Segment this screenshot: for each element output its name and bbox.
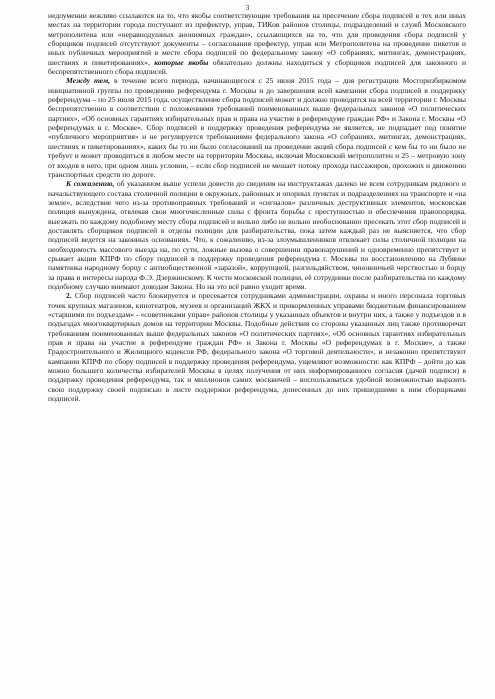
body-text: недоумении вежливо ссылаются на то, что якобы соответствующие требования на пресечение сбора подписей в тех или иных местах на территории города поступают из префектур, управ, ТИКов районов столицы, подразделений и служб Московского метрополитена или «неравнодушных анонимных граждан», ссылающихся на то, что для проведения сбора подписей у сборщиков подписей отсутствуют документы – согласования префектур, управ или Метрополитена на проведение пикетов и иных публичных мероприятий в месте сбора подписей по федеральному закону «О собраниях, митингах, демонстрациях, шествиях и пикетированиях»,: [48, 11, 466, 67]
document-body: [48, 11, 466, 403]
emphasis-text: Между тем,: [66, 76, 111, 86]
page-number: 3: [245, 4, 250, 12]
emphasis-text: К сожалению,: [66, 179, 115, 189]
paragraph-item-2: [48, 291, 466, 403]
body-text: об указанном выше успели довести до сведения на инструктажах далеко не всем сотрудникам рядового и начальствующего состава столичной полиции в окружных, районных и опорных пунктах и подразделениях на транспорте и «на земле», вследствие чего из-за противоправных требований и «сигналов» различных деструктивных элементов, московская полиция вынуждена, отвлекая свои многочисленные силы с фронта борьбы с преступностью и обеспечения правопорядка, выезжать по каждому подобному месту сбора подписей и вольно либо не вольно необоснованно пресекать этот сбор подписей и доставлять сборщиков подписей в отделы полиции для разбирательства, пока затем каждый раз не выясняется, что сбор подписей ведется на законных основаниях. Что, к сожалению, из-за злоумышленников отвлекает силы столичной полиции на необходимость массового выезда на, по сути, ложные вызова о совершении правонарушений и одновременно препятствует и срывает акции КПРФ по сбору подписей в поддержку проведения референдума г. Москвы по восстановлению на Лубянке памятника народному борцу с антиобщественной «заразой», коррупцией, разгильдяйством, чиновничьей черствостью и борцу за права и интересы народа Ф.Э. Дзержинскому. К чести московской полиции, её сотрудники после разбирательства по каждому подобному случаю внимают доводам Закона. Но на это всё равно уходит время.: [48, 179, 466, 291]
emphasis-text: которые якобы: [154, 57, 209, 67]
body-text: обязательно должны находиться у сборщиков подписей для законного и беспрепятственного сбора подписей.: [48, 57, 467, 77]
paragraph-police-actions: [48, 179, 466, 291]
emphasis-text: 2.: [66, 291, 72, 301]
body-text: в течение всего периода, начинающегося с 25 июня 2015 года – дня регистрации Мосгоризбиркомом инициативной группы по проведению референдума г. Москвы и до завершения всей кампании сбора подписей в поддержку референдума – по 25 июля 2015 года, осуществление сбора подписей может и должно проводится на всей территории г. Москвы беспрепятственно в соответствии с положениями требований поименованных выше федеральных законов «О политических партиях», «Об основных гарантиях избирательных прав и права на участие в референдуме граждан РФ» и Закона г. Москвы «О референдумах в г. Москве». Сбор подписей в поддержку проведения референдума не является, не подпадает под понятие «публичного мероприятия» и не регулируется требованиями федерального закона «О собраниях, митингах, демонстрациях, шествиях и пикетированиях», каких бы то ни было согласований на проведение акций сбора подписей с кем бы то ни было не требует и может проводиться в любом месте на территории Москвы, включая Московский метрополитен и 25 – метровую зону от входов в него, при одном лишь условии, – если сбор подписей не мешает потоку прохода пассажиров, прохожих и движению транспортных средств по дороге.: [48, 76, 466, 179]
paragraph-legal-basis: [48, 76, 466, 179]
body-text: Сбор подписей часто блокируется и пресекается сотрудниками администрации, охраны и иного персонала торговых точек крупных магазинов, кинотеатров, музеев и организаций ЖКХ и прикормленных управами бюджетным финансированием «старшими по подъездам» - «советниками управ» районов столицы у указанных объектов и внутри них, а также у подъездов и в подъездах многоквартирных домов на территории Москвы. Подобные действия со стороны указанных лиц также противоречат требованиям поименованных выше федеральных законов «О политических партиях», «Об основных гарантиях избирательных прав и права на участие в референдуме граждан РФ» и Закона г. Москвы «О референдумах в г. Москве», а также Градостроительного и Жилищного кодексов РФ, федерального закона «О торговой деятельности», и незаконно препятствуют кампании КПРФ по сбору подписей в поддержку проведения референдума, ущемляют возможности: как КПРФ – дойти до как можно большего количества избирателей Москвы в целях получения от них информированного согласия (дачей подписи) в поддержку проведения референдума, так и миллионов самих москвичей – воспользоваться удобной возможностью выразить свою поддержку своей подписью в листе поддержки референдума, донесенных до них пришедшими к ним сборщиками подписей.: [48, 291, 466, 404]
paragraph-complaint-continuation: [48, 11, 466, 76]
